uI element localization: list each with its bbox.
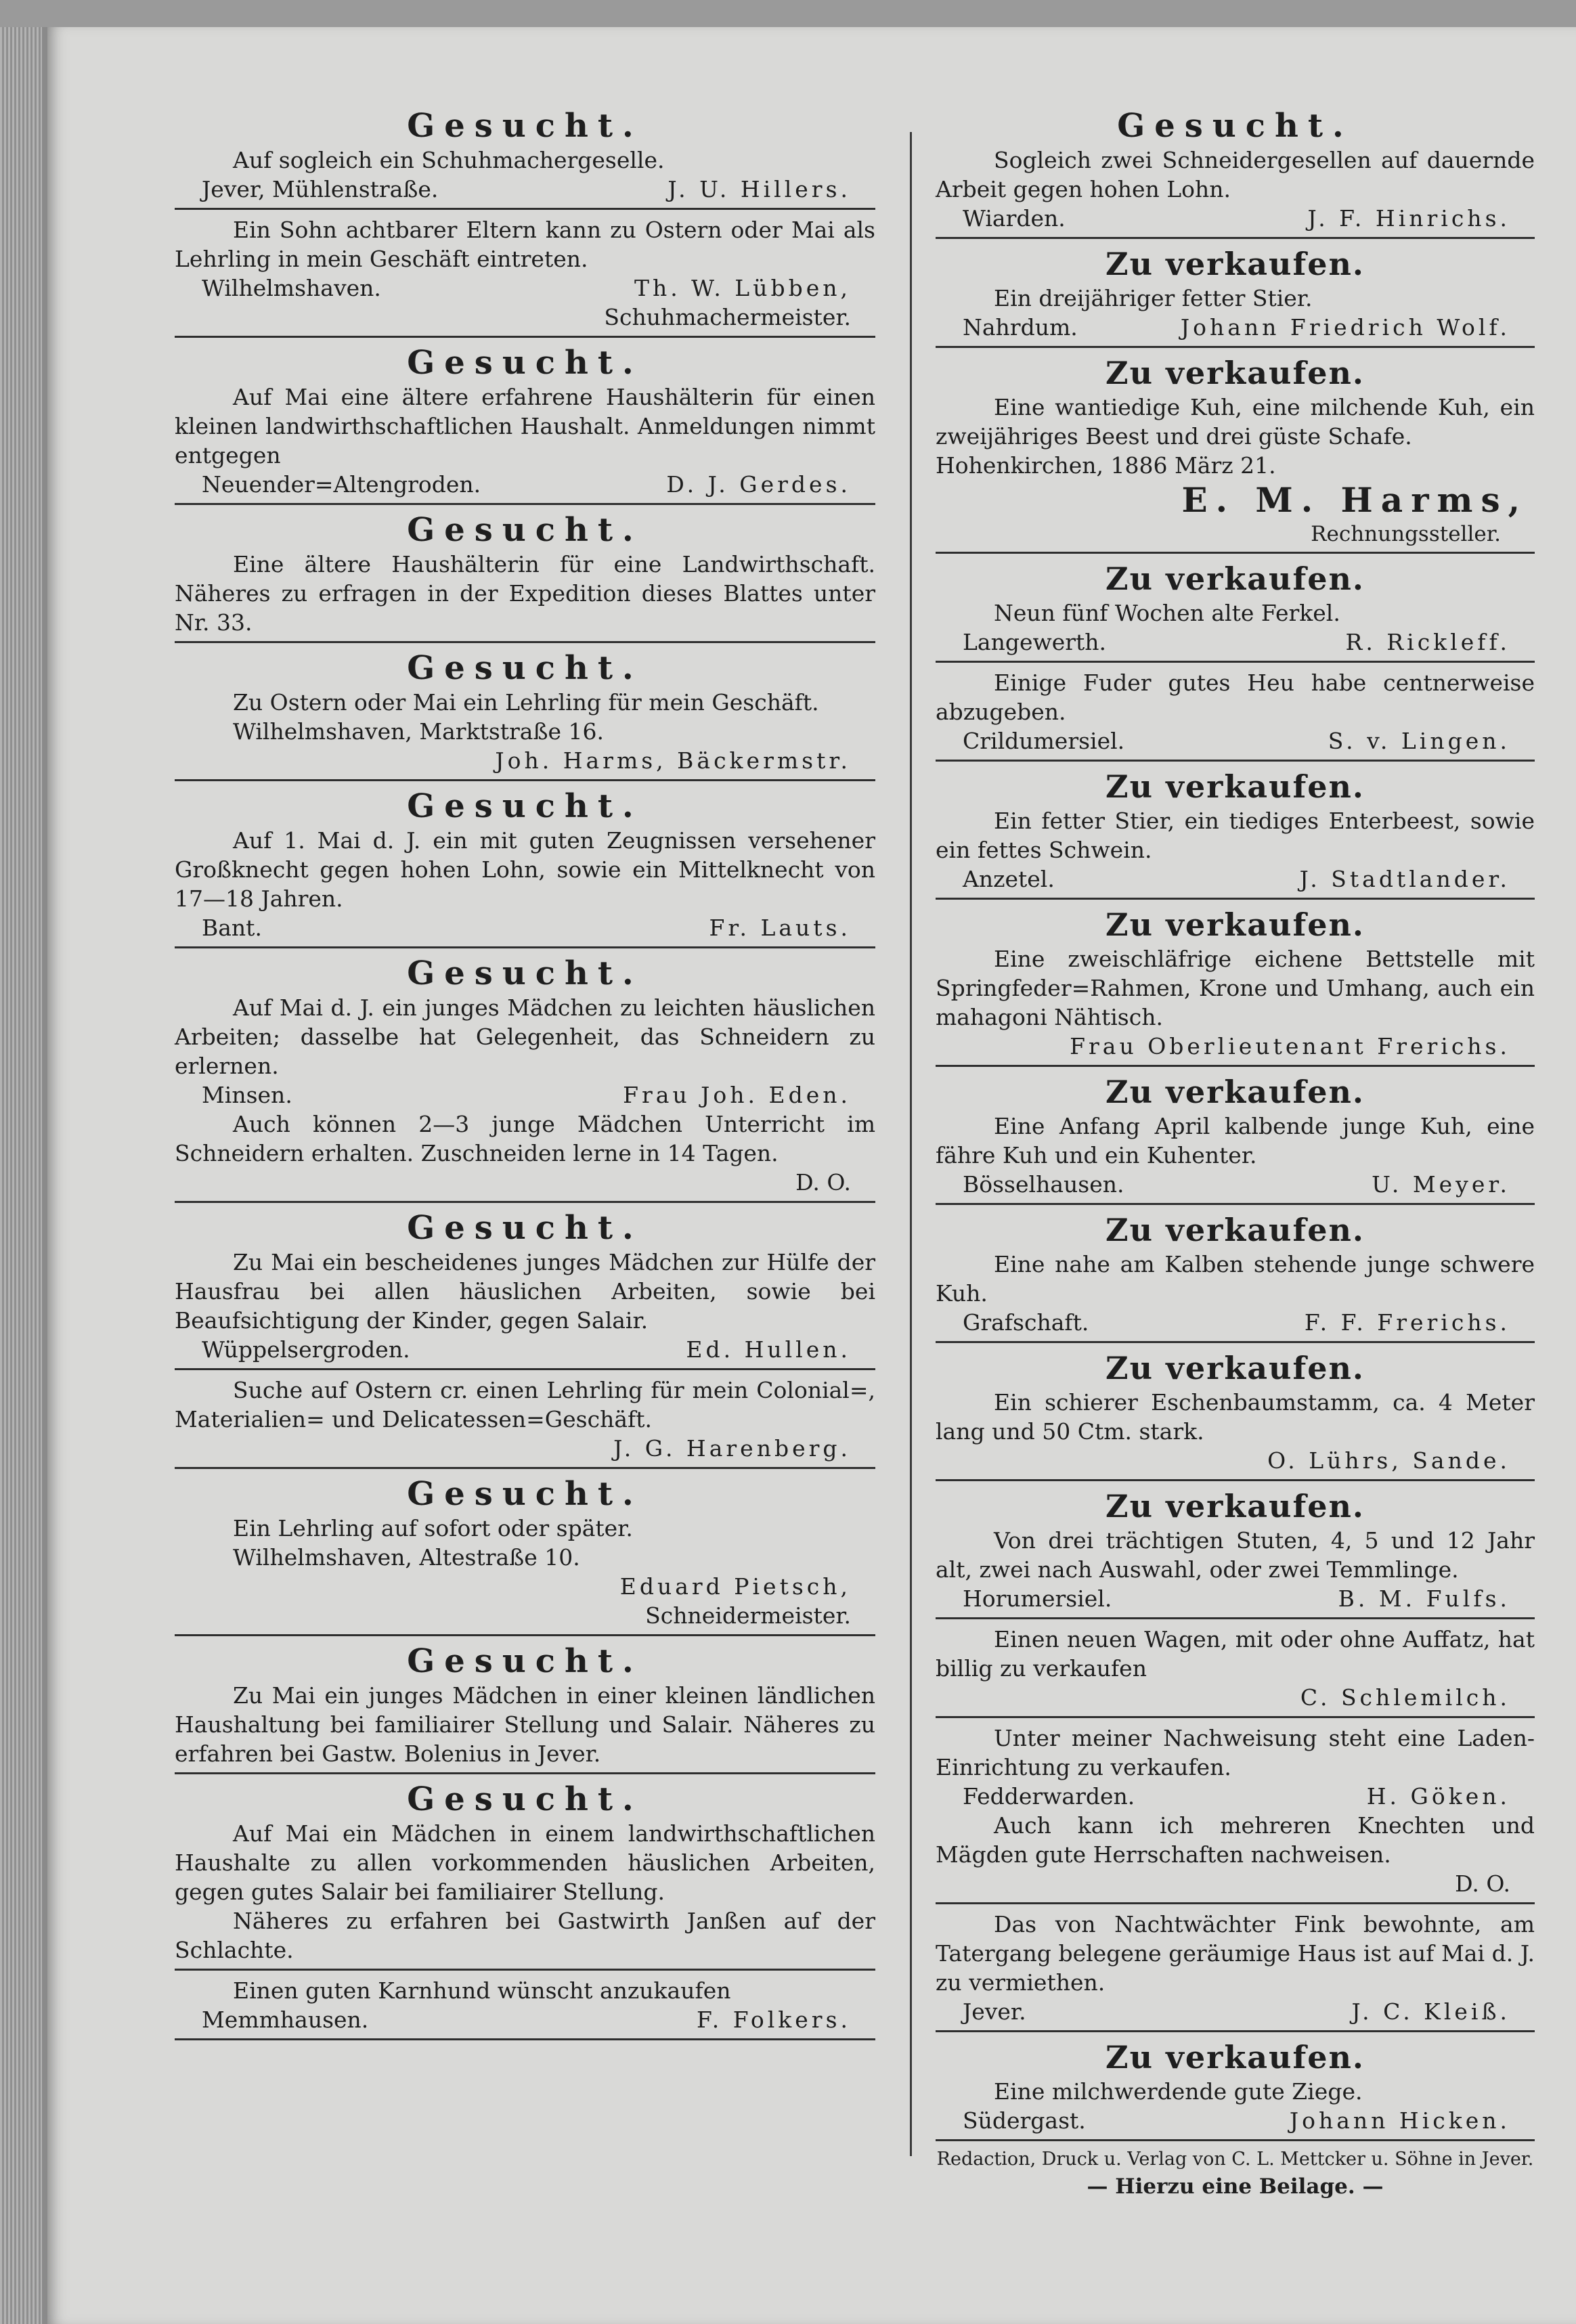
ad-heading: Zu verkaufen. [1106,1212,1365,1248]
ad-separator [175,503,875,505]
ad-place: Minsen. [202,1082,292,1108]
ad-signature-name: D. J. Gerdes. [666,471,851,498]
classified-ad [175,1474,875,1630]
ad-place: Wüppelsergroden. [202,1336,410,1363]
ad-heading: Gesucht. [1117,107,1353,145]
ad-heading: Zu verkaufen. [1106,1074,1365,1110]
ad-place: Südergast. [963,2107,1086,2134]
classified-ad [175,106,875,204]
ad-separator [175,1969,875,1971]
ad-heading: Gesucht. [407,955,643,992]
ad-signature-name: J. U. Hillers. [667,176,851,202]
ad-separator [936,237,1535,239]
ad-signature-title: Rechnungssteller. [1311,522,1501,546]
classified-ad [936,767,1535,894]
ad-signature-name: H. Göken. [1366,1783,1510,1810]
ad-separator [175,1467,875,1469]
ad-signature [936,726,1535,755]
ad-heading: Gesucht. [407,1642,643,1680]
ad-text: Ein dreijähriger fetter Stier. [994,285,1313,311]
classified-ad [175,787,875,942]
ad-place: Jever, Mühlenstraße. [202,176,439,202]
ad-place: Memmhausen. [202,2007,369,2033]
classified-ad [936,559,1535,657]
ad-signature-name: Eduard Pietsch, [619,1573,851,1600]
ad-place: Horumersiel. [963,1585,1112,1612]
column-divider [910,132,912,2156]
ad-address: Wilhelmshaven, Altestraße 10. [233,1544,580,1571]
ad-signature [175,913,875,942]
ad-signature [175,1335,875,1364]
classified-ad [936,353,1535,548]
ad-signature [936,1308,1535,1337]
classified-ad [936,1072,1535,1199]
ad-signature-name: Fr. Lauts. [709,915,851,941]
ad-text: Suche auf Ostern cr. einen Lehrling für mein Colonial=, Materialien= und Delicatessen=Geschäft. [175,1377,875,1432]
ad-signature-name: Johann Hicken. [1289,2107,1510,2134]
ad-signature-name: J. C. Kleiß. [1351,1998,1510,2025]
ad-place: Fedderwarden. [963,1783,1135,1810]
ad-text: Zu Mai ein bescheidenes junges Mädchen zur Hülfe der Hausfrau bei allen häuslichen Arbeiten, sowie bei Beaufsichtigung der Kinder, gegen Salair. [175,1249,875,1334]
ad-signature-title: Schneidermeister. [645,1602,851,1629]
ad-text: Das von Nachtwächter Fink bewohnte, am Tatergang belegene geräumige Haus ist auf Mai d. J. zu vermiethen. [936,1911,1535,1996]
ad-heading: Zu verkaufen. [1106,768,1365,805]
classified-ad [175,510,875,637]
ad-separator [175,1634,875,1636]
classified-ad [175,1376,875,1463]
ad-signature-line [936,1683,1535,1712]
ad-text: Auf Mai d. J. ein junges Mädchen zu leichten häuslichen Arbeiten; dasselbe hat Gelegenheit, das Schneidern zu erlernen. [175,994,875,1079]
ad-heading: Zu verkaufen. [1106,906,1365,943]
ad-place: Wilhelmshaven. [202,275,381,301]
ad-signature [936,1997,1535,2026]
ad-date: Hohenkirchen, 1886 März 21. [936,452,1276,479]
ad-signature-initials: D. O. [1455,1870,1510,1897]
ad-signature [936,628,1535,657]
ad-signature-name: F. Folkers. [697,2007,851,2033]
classified-ad [175,1976,875,2034]
classified-ad [175,649,875,775]
classified-ad [936,1910,1535,2026]
ad-text: Näheres zu erfahren bei Gastwirth Janßen auf der Schlachte. [175,1908,875,1963]
ad-text: Auf sogleich ein Schuhmachergeselle. [233,147,665,173]
ad-heading: Gesucht. [407,344,643,382]
ad-separator [175,1201,875,1203]
ad-separator [175,1772,875,1774]
ad-place: Bösselhausen. [963,1171,1124,1198]
left-column [175,105,875,2046]
ad-signature [936,204,1535,233]
ad-separator [936,661,1535,663]
ad-place: Jever. [963,1998,1026,2025]
ad-separator [175,208,875,210]
ad-text: Auf 1. Mai d. J. ein mit guten Zeugnissen versehener Großknecht gegen hohen Lohn, sowie ein Mittelknecht von 17—18 Jahren. [175,827,875,912]
ad-separator [936,346,1535,348]
classified-ad [175,343,875,499]
ad-text: Neun fünf Wochen alte Ferkel. [994,600,1340,626]
ad-separator [175,1368,875,1370]
classified-ad [936,1349,1535,1475]
ad-signature-line [175,1572,875,1601]
ad-place: Langewerth. [963,629,1107,655]
ad-heading: Gesucht. [407,1475,643,1513]
classified-ad [936,1487,1535,1613]
ad-text: Auf Mai eine ältere erfahrene Haushälterin für einen kleinen landwirthschaftlichen Haushalt. Anmeldungen nimmt entgegen [175,384,875,468]
ad-signature-name: Ed. Hullen. [686,1336,851,1363]
ad-heading: Zu verkaufen. [1106,246,1365,282]
ad-heading: Zu verkaufen. [1106,2039,1365,2076]
classified-ad [175,1642,875,1768]
ad-signature-name: Frau Oberlieutenant Frerichs. [1070,1033,1510,1059]
ad-text: Von drei trächtigen Stuten, 4, 5 und 12 Jahr alt, zwei nach Auswahl, oder zwei Temmlinge. [936,1527,1535,1583]
ad-signature-title: Schuhmachermeister. [604,304,851,330]
ad-signature [175,1080,875,1110]
ad-text: Eine nahe am Kalben stehende junge schwere Kuh. [936,1251,1535,1307]
classified-ad [175,1208,875,1364]
ad-signature-name: S. v. Lingen. [1328,728,1510,754]
ad-signature [175,273,875,303]
ad-text: Eine ältere Haushälterin für eine Landwirthschaft. Näheres zu erfragen in der Expedition dieses Blattes unter Nr. 33. [175,551,875,636]
ad-heading: Gesucht. [407,1209,643,1247]
right-column [936,105,1535,2201]
ad-signature-name: U. Meyer. [1372,1171,1510,1198]
ad-signature-name: J. G. Harenberg. [613,1435,851,1462]
ad-separator [936,2030,1535,2032]
ad-text: Einige Fuder gutes Heu habe centnerweise abzugeben. [936,670,1535,725]
classified-ad [936,905,1535,1061]
ad-separator [175,641,875,643]
ad-separator [936,1716,1535,1718]
ad-text: Eine wantiedige Kuh, eine milchende Kuh, ein zweijähriges Beest und drei güste Schafe. [936,394,1535,450]
ad-separator [175,946,875,948]
ad-signature [936,1782,1535,1811]
ad-separator [936,1479,1535,1481]
ad-text: Ein schierer Eschenbaumstamm, ca. 4 Meter lang und 50 Ctm. stark. [936,1389,1535,1445]
classified-ad [936,244,1535,342]
ad-signature-name: B. M. Fulfs. [1338,1585,1510,1612]
ad-signature [175,2005,875,2034]
ad-address: Wilhelmshaven, Marktstraße 16. [233,718,605,745]
ad-separator [175,2038,875,2040]
ad-signature-name: E. M. Harms, [1181,480,1528,520]
ad-text: Eine zweischläfrige eichene Bettstelle mit Springfeder=Rahmen, Krone und Umhang, auch ein mahagoni Nähtisch. [936,946,1535,1030]
supplement-note: — Hierzu eine Beilage. — [1087,2174,1384,2199]
classified-ad [175,1780,875,1965]
ad-heading: Gesucht. [407,649,643,687]
ad-place: Nahrdum. [963,314,1078,341]
classified-ad [936,668,1535,755]
book-edge [0,27,42,2324]
ad-heading: Zu verkaufen. [1106,355,1365,391]
classified-ad [175,954,875,1197]
ad-signature [936,864,1535,894]
ad-text: Einen neuen Wagen, mit oder ohne Auffatz, hat billig zu verkaufen [936,1626,1535,1682]
ad-signature-name: Johann Friedrich Wolf. [1180,314,1510,341]
ad-heading: Zu verkaufen. [1106,561,1365,597]
ad-signature-name: R. Rickleff. [1345,629,1510,655]
classified-ad [936,1724,1535,1898]
ad-separator [936,2139,1535,2141]
ad-separator [936,760,1535,762]
ad-heading: Gesucht. [407,787,643,825]
ad-place: Bant. [202,915,262,941]
ad-separator [936,1617,1535,1619]
ad-signature-line [175,1434,875,1463]
ad-signature [936,2106,1535,2135]
ad-signature-name: Th. W. Lübben, [634,275,851,301]
ad-signature-line [936,1446,1535,1475]
ad-place: Crildumersiel. [963,728,1125,754]
ad-signature [936,1032,1535,1061]
ad-place: Anzetel. [963,866,1055,892]
ad-separator [936,1065,1535,1067]
ad-signature-name: J. Stadtlander. [1299,866,1510,892]
ad-separator [936,1341,1535,1343]
ad-text: Auch kann ich mehreren Knechten und Mägden gute Herrschaften nachweisen. [936,1812,1535,1868]
ad-signature-initials: D. O. [795,1169,851,1196]
ad-signature-line [175,746,875,775]
ad-signature [175,470,875,499]
ad-text: Auf Mai ein Mädchen in einem landwirthschaftlichen Haushalte zu allen vorkommenden häuslichen Arbeiten, gegen gutes Salair bei familiairer Stellung. [175,1820,875,1905]
ad-text: Eine milchwerdende gute Ziege. [994,2078,1363,2105]
ad-place: Grafschaft. [963,1309,1089,1336]
ad-heading: Zu verkaufen. [1106,1488,1365,1525]
ad-separator [175,336,875,338]
ad-text: Unter meiner Nachweisung steht eine Laden-Einrichtung zu verkaufen. [936,1725,1535,1780]
ad-signature [175,175,875,204]
ad-signature [936,1584,1535,1613]
imprint-line: Redaction, Druck u. Verlag von C. L. Mettcker u. Söhne in Jever. [936,2149,1534,2170]
ad-signature-name: O. Lührs, Sande. [1267,1447,1510,1474]
ad-place: Wiarden. [963,205,1066,232]
classified-ad [175,215,875,332]
ad-heading: Gesucht. [407,107,643,145]
ad-separator [936,1902,1535,1904]
ad-text: Ein Sohn achtbarer Eltern kann zu Ostern oder Mai als Lehrling in mein Geschäft eintreten. [175,217,875,272]
ad-heading: Zu verkaufen. [1106,1350,1365,1386]
ad-signature-name: Joh. Harms, Bäckermstr. [495,747,851,774]
ad-signature-name: C. Schlemilch. [1300,1684,1510,1711]
ad-separator [936,1203,1535,1205]
ad-separator [936,552,1535,554]
ad-heading: Gesucht. [407,1780,643,1818]
ad-heading: Gesucht. [407,511,643,549]
ad-text: Zu Mai ein junges Mädchen in einer kleinen ländlichen Haushaltung bei familiairer Stellung und Salair. Näheres zu erfahren bei Gastw. Bolenius in Jever. [175,1682,875,1767]
ad-text: Sogleich zwei Schneidergesellen auf dauernde Arbeit gegen hohen Lohn. [936,147,1535,202]
ad-text: Auch können 2—3 junge Mädchen Unterricht im Schneidern erhalten. Zuschneiden lerne in 14 Tagen. [175,1111,875,1166]
ad-text: Ein fetter Stier, ein tiediges Enterbeest, sowie ein fettes Schwein. [936,808,1535,863]
ad-signature-name: Frau Joh. Eden. [623,1082,851,1108]
ad-place: Neuender=Altengroden. [202,471,481,498]
ad-signature-name: F. F. Frerichs. [1304,1309,1510,1336]
classified-ad [936,106,1535,233]
ad-text: Eine Anfang April kalbende junge Kuh, eine fähre Kuh und ein Kuhenter. [936,1113,1535,1168]
ad-signature [936,313,1535,342]
classified-ad [936,2038,1535,2135]
ad-text: Einen guten Karnhund wünscht anzukaufen [233,1977,731,2004]
ad-text: Ein Lehrling auf sofort oder später. [233,1515,633,1541]
ad-separator [936,898,1535,900]
ad-signature [936,1170,1535,1199]
classified-ad [936,1625,1535,1712]
ad-text: Zu Ostern oder Mai ein Lehrling für mein Geschäft. [233,689,819,716]
classified-ad [936,1210,1535,1337]
ad-separator [175,779,875,781]
ad-signature-name: J. F. Hinrichs. [1307,205,1510,232]
